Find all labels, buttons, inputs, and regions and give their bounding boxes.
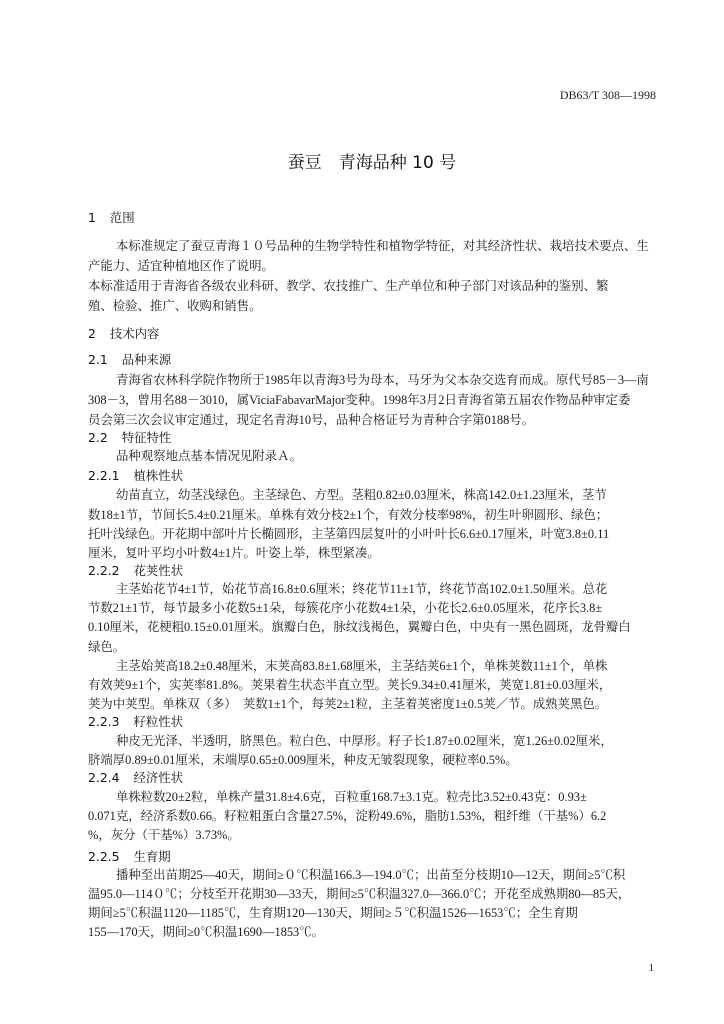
text-line: 产能力、适宜种植地区作了说明。 [88, 259, 274, 273]
text-line: 品种观察地点基本情况见附录Ａ。 [116, 449, 302, 463]
text-line: 期间≥5℃积温1120—1185℃，生育期120—130天，期间≥５℃积温1526—1653℃；全生育期 [88, 906, 578, 920]
section-title: 植株性状 [133, 468, 184, 483]
text-line: 厘米，复叶平均小叶数4±1片。叶姿上举，株型紧凑。 [88, 546, 380, 560]
subsection-heading-flower-pod [88, 561, 183, 581]
text-line: %，灰分（干基%）3.73%。 [88, 828, 240, 842]
section-number: 2.2.4 [88, 770, 120, 785]
page-number: 1 [648, 962, 654, 974]
section-number: 2.2.5 [88, 849, 120, 864]
section-number: 2.1 [88, 352, 108, 367]
section-title: 经济性状 [133, 770, 184, 785]
text-line: 本标准规定了蚕豆青海１０号品种的生物学特性和植物学特征，对其经济性状、栽培技术要点、生 [116, 239, 649, 253]
text-line: 托叶浅绿色。开花期中部叶片长椭圆形，主茎第四层复叶的小叶叶长6.6±0.17厘米，叶宽3.8±0.11 [88, 527, 610, 541]
subsection-heading-origin [88, 350, 171, 370]
text-line: 本标准适用于青海省各级农业科研、教学、农技推广、生产单位和种子部门对该品种的鉴别、繁 [88, 279, 609, 293]
text-line: 单株粒数20±2粒，单株产量31.8±4.6克，百粒重168.7±3.1克。粒壳比3.52±0.43克：0.93± [116, 790, 587, 804]
text-line: 0.10厘米，花梗粗0.15±0.01厘米。旗瓣白色，脉纹浅褐色，翼瓣白色，中央有一黑色圆斑，龙骨瓣白 [88, 620, 631, 634]
section-number: 2.2.1 [88, 468, 120, 483]
section-title: 特征特性 [121, 430, 172, 445]
document-title: 蚕豆 青海品种 10 号 [287, 153, 457, 173]
subsection-heading-growth-period [88, 847, 171, 867]
section-heading-scope [88, 208, 135, 228]
subsection-heading-plant [88, 466, 183, 486]
text-line: 殖、检验、推广、收购和销售。 [88, 299, 262, 313]
text-line: 幼苗直立，幼茎浅绿色。主茎绿色、方型。茎粗0.82±0.03厘米，株高142.0±1.23厘米，茎节 [116, 488, 607, 502]
text-line: 数18±1节，节间长5.4±0.21厘米。单株有效分枝2±1个，有效分枝率98%，初生叶卵圆形、绿色； [88, 508, 609, 522]
section-number: 2.2.3 [88, 714, 120, 729]
section-heading-tech [88, 324, 159, 344]
text-line: 有效荚9±1个，实荚率81.8%。荚果着生状态半直立型。荚长9.34±0.41厘米，荚宽1.81±0.03厘米， [88, 678, 612, 692]
section-title: 技术内容 [109, 326, 160, 341]
subsection-heading-economic [88, 768, 183, 788]
text-line: 0.071克，经济系数0.66。籽粒粗蛋白含量27.5%，淀粉49.6%，脂肪1.53%，粗纤维（干基%）6.2 [88, 809, 607, 823]
section-title: 生育期 [133, 849, 171, 864]
section-title: 籽粒性状 [133, 714, 184, 729]
text-line: 荚为中荚型。单株双（多） 荚数1±1个，每荚2±1粒，主茎着荚密度1±0.5荚／节。成熟荚黑色。 [88, 697, 608, 711]
text-line: 种皮无光泽、半透明，脐黑色。粒白色、中厚形。籽子长1.87±0.02厘米，宽1.26±0.02厘米， [116, 734, 613, 748]
subsection-heading-traits [88, 428, 171, 448]
text-line: 308－3，曾用名88－3010，属ViciaFabavarMajor变种。1998年3月2日青海省第五届农作物品种审定委 [88, 393, 631, 407]
section-title: 范围 [109, 210, 135, 225]
text-line: 绿色。 [88, 640, 126, 654]
section-title: 花荚性状 [133, 563, 184, 578]
text-line: 主茎始荚高18.2±0.48厘米，末荚高83.8±1.68厘米，主茎结荚6±1个，单株荚数11±1个，单株 [116, 659, 608, 673]
text-line: 主茎始花节4±1节，始花节高16.8±0.6厘米；终花节11±1节，终花节高102.0±1.50厘米。总花 [116, 582, 608, 596]
standard-code-header: DB63/T 308—1998 [559, 88, 656, 102]
section-number: 1 [88, 210, 96, 225]
section-number: 2 [88, 326, 96, 341]
text-line: 155—170天，期间≥0℃积温1690—1853℃。 [88, 925, 325, 939]
section-number: 2.2 [88, 430, 108, 445]
text-line: 脐端厚0.89±0.01厘米，末端厚0.65±0.009厘米，种皮无皱裂现象，硬粒率0.5%。 [88, 753, 518, 767]
text-line: 播种至出苗期25—40天，期间≥０℃积温166.3—194.0℃；出苗至分枝期10—12天，期间≥5℃积 [116, 868, 626, 882]
text-line: 员会第三次会议审定通过，现定名青海10号，品种合格证号为青种合字第0188号。 [88, 413, 535, 427]
text-line: 青海省农林科学院作物所于1985年以青海3号为母本，马牙为父本杂交选育而成。原代号85－3—南 [116, 373, 649, 387]
section-title: 品种来源 [121, 352, 172, 367]
section-number: 2.2.2 [88, 563, 120, 578]
text-line: 温95.0—114０℃；分枝至开花期30—33天，期间≥5℃积温327.0—366.0℃；开花至成熟期80—85天， [88, 887, 631, 901]
subsection-heading-seed [88, 712, 183, 732]
text-line: 节数21±1节，每节最多小花数5±1朵，每簇花序小花数4±1朵，小花长2.6±0.05厘米，花序长3.8± [88, 601, 603, 615]
